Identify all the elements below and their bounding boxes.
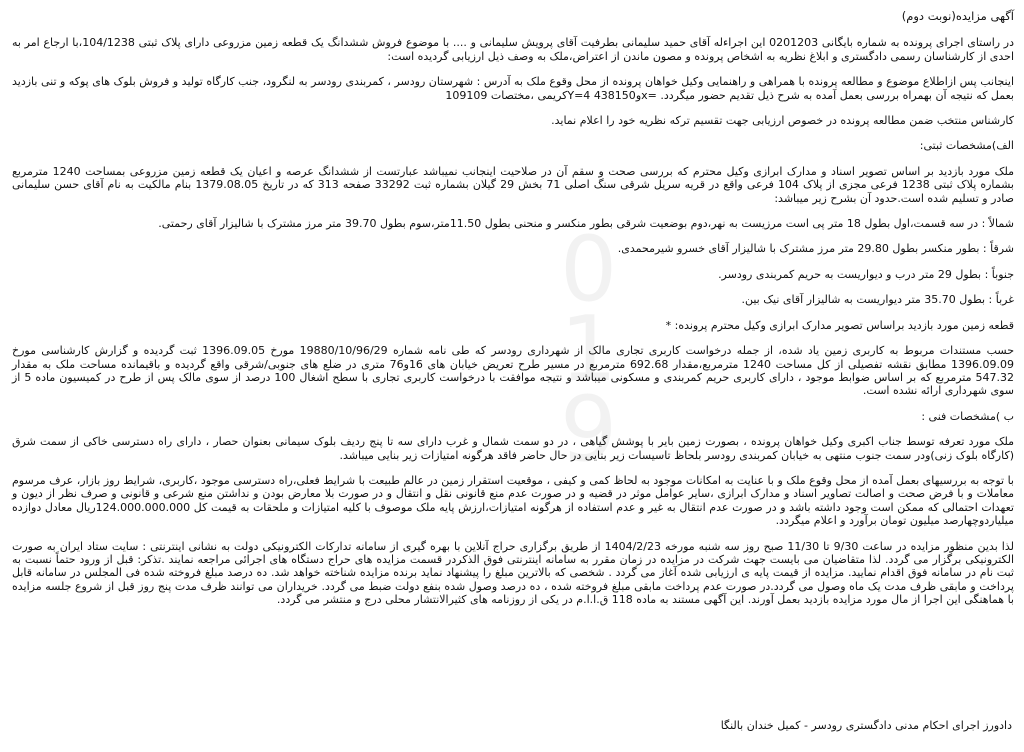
- notice-title: آگهی مزایده(نوبت دوم): [901, 9, 1014, 23]
- intro-paragraph: در راستای اجرای پرونده به شماره بایگانی 0201203 این اجراءله آقای حمید سلیمانی بطرفیت آقای پرویش سلیمانی و .... با موضوع فروش ششدانگ یک قطعه زمین مزروعی دارای پلاک ثبتی 104/1238،با ارجاع امر به احدی از کارشناسان رسمی دادگستری و ابلاغ نظریه به اشخاص پرونده و مصون ماندن از اعتراض،ملک به وصف ذیل ارزیابی گردیده است:: [12, 36, 1015, 63]
- valuation-paragraph: با توجه به بررسیهای بعمل آمده از محل وقوع ملک و با عنایت به امکانات موجود به لحاظ کمی و کیفی ، موقعیت استقرار زمین در عالم طبیعت با شرایط فعلی،راه دسترسی موجود ،کاربری، شرایط روز بازار، عرف مرسوم معاملات و با فرض صحت و اصالت تصاویر اسناد و مدارک ابرازی ،سایر عوامل موثر در قضیه و در صورت عدم منع قانونی نقل و انتقال و در صورت بلا معارض بودن و نداشتن منع شرعی و قانونی و صرف نظر از دیون و تعهدات احتمالی که ممکن است وجود داشته باشد و در صورت عدم انتقال به غیر و عدم استفاده از هرگونه امتیازات،ارزش پایه ملک موصوف با کلیه امتیازات و ملحقات به قیمت کل 124.000.000.000ریال معادل دوازده میلیاردوچهارصد میلیون تومان برآورد و اعلام میگردد.: [12, 473, 1014, 528]
- boundary-west: غرباً : بطول 35.70 متر دیواریست به شالیزار آقای نیک بین.: [741, 293, 1014, 307]
- auction-terms-paragraph: لذا بدین منظور مزایده در ساعت 9/30 تا 11/30 صبح روز سه شنبه مورخه 1404/2/23 از طریق برگزاری حراج آنلاین با بهره گیری از سامانه تدارکات الکترونیکی دولت به نشانی اینترنتی : سایت ستاد ایران به صورت الکترونیکی برگزار می گردد. لذا متقاضیان می بایست جهت شرکت در مزایده در زمان مقرر به سامانه اینترنتی فوق الذکردر قسمت مزایده های حراج دستگاه های اجرائی مراجعه نمایند .تذکر: قبل از ورود حتماً نسبت به ثبت نام در سامانه فوق اقدام نمایید. مزایده از قیمت پایه ی ارزیابی شده آغاز می گردد . شخصی که بالاترین مبلغ را پیشنهاد نماید برنده مزایده شناخته خواهد شد. ده درصد مبلغ فروخته شده فی المجلس در سامانه قابل پرداخت و مابقی ظرف مدت یک ماه وصول می گردد.در صورت عدم پرداخت مابقی مبلغ فروخته شده ، ده درصد وصول شده بنفع دولت ضبط می گردد. خریداران می توانند ظرف مدت پنج روز قبل از شروع جلسه مزایده با هماهنگی این اجرا از مال مورد مزایده بازدید بعمل آورند. این آگهی مستند به ماده 118 ق.ا.ا.م در یکی از روزنامه های کثیرالانتشار محلی درج و منتشر می گردد.: [12, 539, 1014, 607]
- signature-line: دادورز اجرای احکام مدنی دادگستری رودسر - کمیل خندان بالنگا: [720, 719, 1012, 732]
- land-use-paragraph: حسب مستندات مربوط به کاربری زمین یاد شده، از جمله درخواست کاربری تجاری مالک از شهرداری رودسر که طی نامه شماره 19880/10/96/29 مورخ 1396.09.05 ثبت گردیده و گزارش کارشناسی مورخ 1396.09.09 مطابق نقشه تفصیلی از کل مساحت 1240 مترمربع،مقدار 692.68 مترمربع در مسیر طرح تعریض خیابان های 16و76 متری در ضلع های جنوبی/شرقی واقع گردیده و باقیمانده مساحت ملک به مقدار 547.32 مترمربع که بر اساس ضوابط موجود ، دارای کاربری حریم کمربندی و مسکونی میباشد و نتیجه موافقت با درخواست کاربری تجاری با سطح اشغال 100 درصد از سوی مالک پس از طرح در کمیسیون ماده 5 از سوی شهرداری ارائه نشده است.: [12, 344, 1014, 398]
- expert-task-paragraph: کارشناس منتخب ضمن مطالعه پرونده در خصوص ارزیابی جهت تقسیم ترکه نظریه خود را اعلام نماید.: [551, 114, 1014, 128]
- boundary-south: جنوباً : بطول 29 متر درب و دیواریست به حریم کمربندی رودسر.: [718, 267, 1014, 281]
- site-visit-paragraph: اینجانب پس ازاطلاع موضوع و مطالعه پرونده با همراهی و راهنمایی وکیل خواهان پرونده از محل وقوع ملک به آدرس : شهرستان رودسر ، کمربندی رودسر به لنگرود، جنب کارگاه تولید و فروش بلوک های پوکه و تنی بازدید بعمل که نتیجه آن بهمراه بررسی بعمل آمده به شرح ذیل تقدیم حضور میگردد. =x‌و438150 Y=4کریمی ،مختصات 109109: [12, 75, 1014, 102]
- section-registration-heading: الف)مشخصات ثبتی:: [919, 139, 1014, 153]
- background-watermark-digits: 0 1 9: [560, 217, 618, 482]
- technical-details-paragraph: ملک مورد تعرفه توسط جناب اکبری وکیل خواهان پرونده ، بصورت زمین بایر با پوشش گیاهی ، در دو سمت شمال و غرب دارای سه تا پنج ردیف بلوک سیمانی بعنوان حصار ، دارای راه دسترسی خاکی از سمت شرق (کارگاه بلوک زنی)ودر سمت جنوب منتهی به خیابان کمربندی رودسر بلحاظ تاسیسات زیر بنایی در حال حاضر فاقد هرگونه امتیازات زیر بنایی میباشد.: [12, 435, 1014, 462]
- boundary-north: شمالاً : در سه قسمت،اول بطول 18 متر پی است مرزیست به نهر،دوم بوضعیت شرقی بطور منکسر و منحنی بطول 11.50متر،سوم بطول 39.70 متر مرز مشترک با شالیزار آقای رحمتی.: [158, 217, 1014, 231]
- documents-note: قطعه زمین مورد بازدید براساس تصویر مدارک ابرازی وکیل محترم پرونده: *: [665, 318, 1014, 332]
- boundary-east: شرقاً : بطور منکسر بطول 29.80 متر مرز مشترک با شالیزار آقای خسرو شیرمحمدی.: [617, 242, 1014, 256]
- registration-details-paragraph: ملک مورد بازدید بر اساس تصویر اسناد و مدارک ابرازی وکیل محترم که بررسی صحت و سقم آن در صلاحیت اینجانب نمیباشد عبارتست از ششدانگ عرصه و اعیان یک قطعه زمین مزروعی بمساحت 1240 مترمربع بشماره پلاک ثبتی 1238 فرعی مجزی از پلاک 104 فرعی واقع در قریه سریل شرقی سنگ اصلی 71 بخش 29 گیلان بشماره ثبت 33292 صفحه 313 که در تاریخ 1379.08.05 بنام مالکیت به نام آقای حسن سلیمانی صادر و تسلیم شده است.حدود آن بشرح زیر میباشد:: [12, 164, 1014, 205]
- section-technical-heading: ب )مشخصات فنی :: [921, 409, 1014, 423]
